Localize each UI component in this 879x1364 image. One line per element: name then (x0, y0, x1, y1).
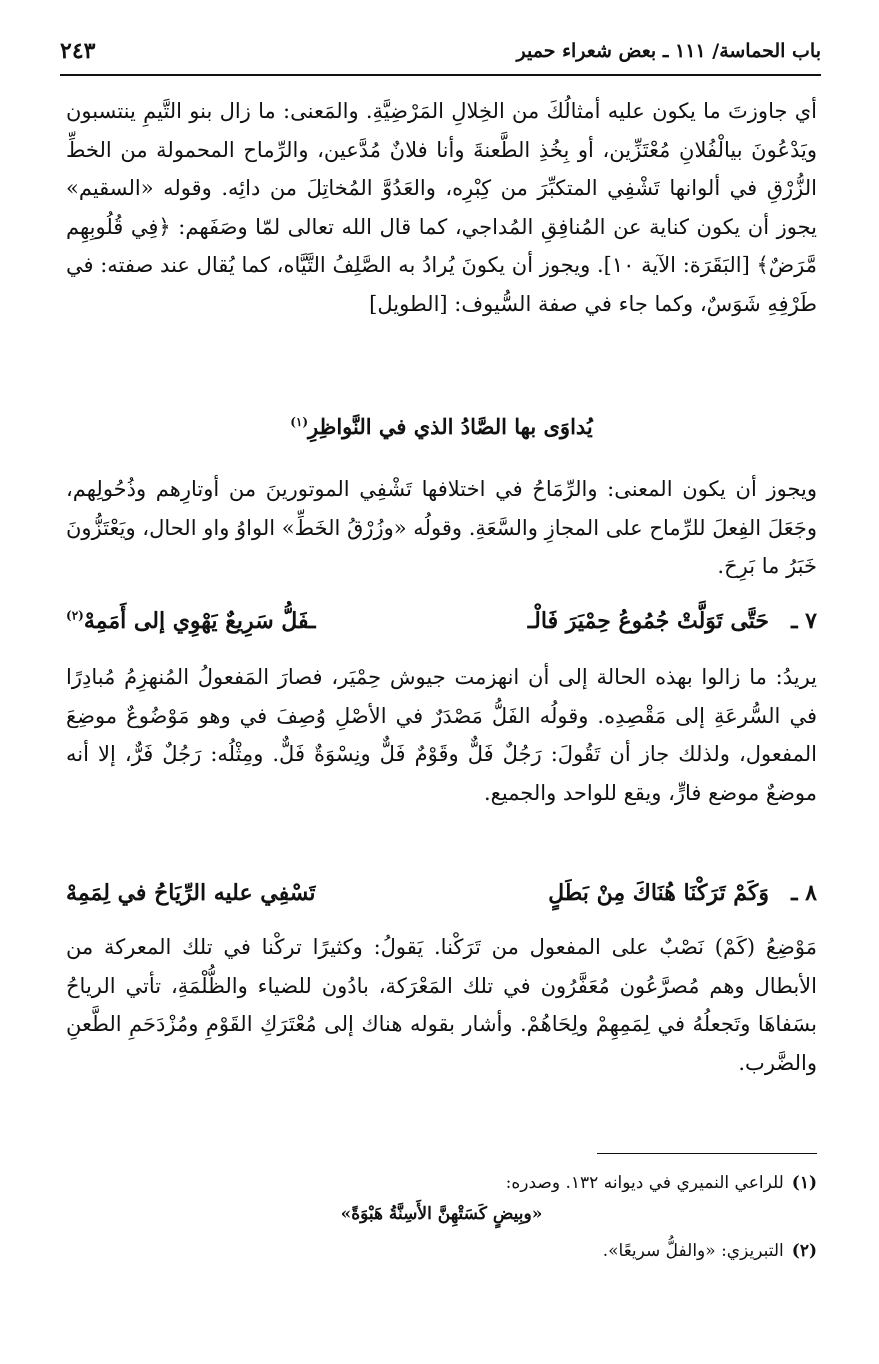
chapter-title: باب الحماسة/ ١١١ ـ بعض شعراء حمير (516, 40, 821, 62)
footnote-ref-1: (١) (290, 415, 309, 429)
quoted-hemistich (66, 414, 817, 439)
running-header (60, 34, 821, 76)
paragraph-commentary-3: يريدُ: ما زالوا بهذه الحالة إلى أن انهزمت جيوش حِمْيَر، فصارَ المَفعولُ المُنهزِمُ مُبادِرًا في السُّرعَةِ إلى مَقْصِدِه. وقولُه الفَلُّ مَصْدَرٌ في الأصْلِ وُصِفَ في وهو مَوْضُوعٌ موضِعَ المفعول، ولذلك جاز أن تَقُولَ: رَجُلٌ فَلٌّ وقَوْمٌ فَلٌّ ونِسْوَةٌ فَلٌّ. ومِثْلُه: رَجُلٌ فَرٌّ، إلا أنه موضعٌ موضع فارٍّ، ويقع للواحد والجميع. (66, 665, 817, 805)
verse-second-hemistich: ـفَلُّ سَرِيعٌ يَهْوِي إلى أَمَمِهْ$^{(٢)}$ (66, 608, 316, 634)
verse-second-hemistich: تَسْفِي عليه الرِّيَاحُ في لِمَمِهْ (66, 880, 316, 906)
footnote-text: للراعي النميري في ديوانه ١٣٢. وصدره: (505, 1173, 784, 1193)
footnote-number: (٢) (791, 1241, 817, 1261)
verse-first-hemistich: وَكَمْ تَرَكْنَا هُنَاكَ مِنْ بَطَلٍ (548, 880, 769, 906)
footnote-number: (١) (791, 1173, 817, 1193)
page-number: ٢٤٣ (60, 38, 96, 64)
footnote-separator (597, 1153, 817, 1154)
verse-8 (66, 880, 817, 920)
verse-number: ٧ ـ (791, 608, 817, 634)
footnote-verse: «وبِيضٍ كَسَتْهِنَّ الأَسِنَّةُ هَبْوَةً» (340, 1204, 543, 1224)
footnote-1 (66, 1168, 817, 1198)
verse-7 (66, 608, 817, 648)
footnote-text: التبريزي: «والفلُّ سريعًا». (602, 1241, 784, 1261)
verse-first-hemistich: حَتَّى تَوَلَّتْ جُمُوعُ حِمْيَرَ فَالْـ (527, 608, 769, 634)
paragraph-commentary-2: ويجوز أن يكون المعنى: والرِّمَاحُ في اختلافها تَشْفِي الموتورينَ من أوتارِهم وذُحُولِهم، وجَعَلَ الفِعلَ للرِّماح على المجازِ والسَّعَةِ. وقولُه «وزُرْقُ الخَطِّ» الواوُ واو الحال، ويَعْتَزُّونَ خَبَرُ ما بَرِحَ. (66, 477, 817, 578)
quote-text: يُداوَى بها الصَّادُ الذي في النَّواظِرِ (308, 414, 593, 439)
paragraph-commentary-1 (66, 92, 817, 323)
verse-number: ٨ ـ (791, 880, 817, 906)
footnote-ref-2: (٢) (66, 608, 84, 623)
meter-label: [الطويل] (369, 291, 448, 316)
paragraph-commentary-4: مَوْضِعُ (كَمْ) نَصْبٌ على المفعول من تَرَكْنا. يَقولُ: وكثيرًا تركْنا في تلك المعركة من الأبطال وهم مُصرَّعُون مُعَفَّرُون في تلك المَعْرَكة، بادُون للضياء والظُّلْمَةِ، تأتي الرياحُ بسَفاهَا وتَجعلُهُ في لِمَمِهِمْ ولِحَاهُمْ. وأشار بقوله هناك إلى مُعْتَرَكِ القَوْمِ ومُزْدَحَمِ الطَّعنِ والضَّرب. (66, 935, 817, 1075)
footnote-2 (66, 1236, 817, 1266)
paragraph-text: أي جاوزتَ ما يكون عليه أمثالُكَ من الخِلالِ المَرْضِيَّةِ. والمَعنى: ما زال بنو التَّيمِ ينتسبون ويَدْعُونَ بيالْفُلانِ مُعْتَزِّين، أو بِخُذِ الطَّعنةَ وأنا فلانٌ مُدَّعين، والرِّماح المحمولة من الخطِّ الزُّرْقِ في ألوانها تَشْفِي المتكبِّرَ من كِبْرِه، والعَدُوَّ المُخاتِلَ من دائِه. وقوله «السقيم» يجوز أن يكون كناية عن المُنافِقِ المُداجي، كما قال الله تعالى لمّا وصَفَهم: ﴿فِي قُلُوبِهِم مَّرَضٌ﴾ [البَقَرَة: الآية ١٠]. ويجوز أن يكونَ يُرادُ به الصَّلِفُ التَّيَّاه، كما يُقال عند صفته: في طَرْفِهِ شَوَسٌ، وكما جاء في صفة السُّيوف: (66, 99, 817, 316)
